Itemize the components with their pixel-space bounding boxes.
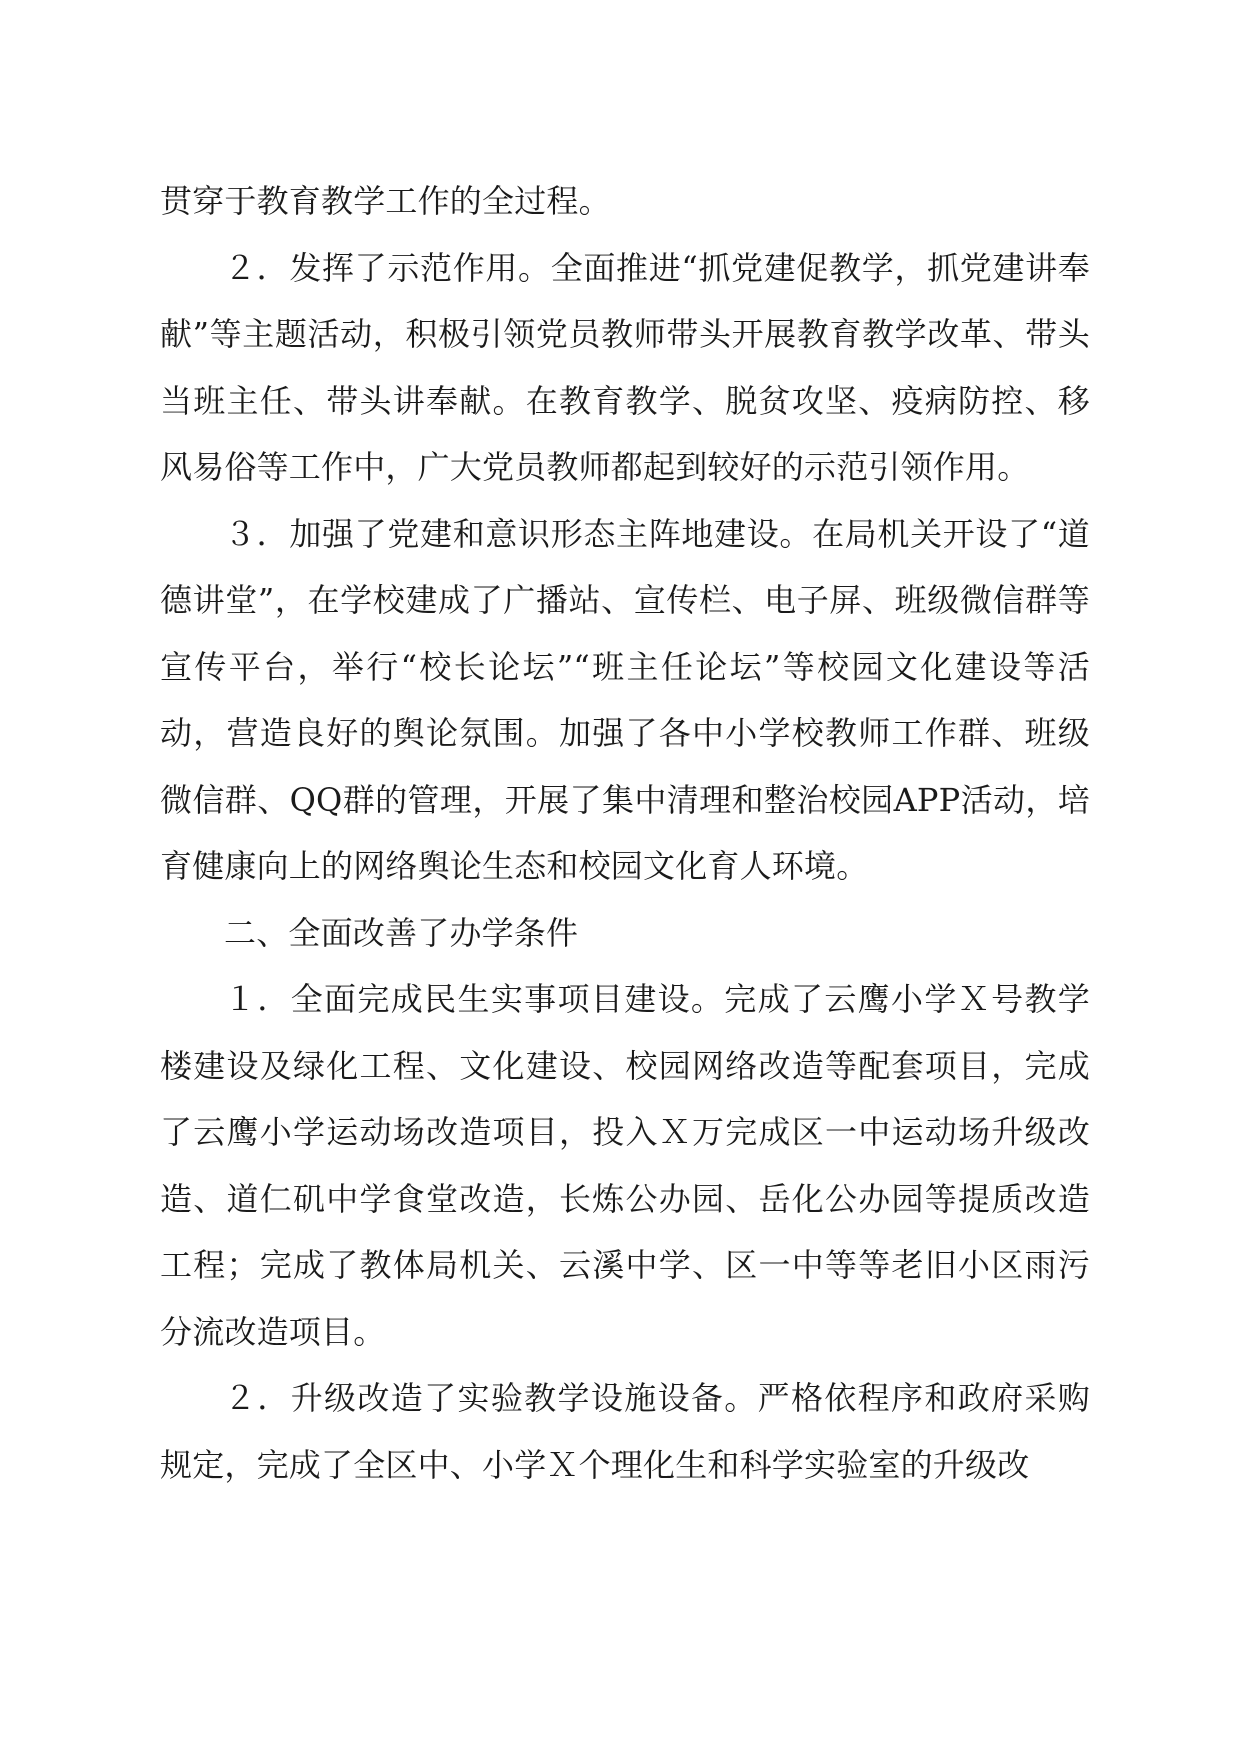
paragraph-item-3-ideology: ３．加强了党建和意识形态主阵地建设。在局机关开设了“道德讲堂”，在学校建成了广播站、宣传栏、电子屏、班级微信群等宣传平台，举行“校长论坛”“班主任论坛”等校园文化建设等活动，营造良好的舆论氛围。加强了各中小学校教师工作群、班级微信群、QQ群的管理，开展了集中清理和整治校园APP活动，培育健康向上的网络舆论生态和校园文化育人环境。 <box>160 514 1090 885</box>
paragraph-continuation: 贯穿于教育教学工作的全过程。 <box>160 182 611 220</box>
section-heading-school-conditions: 二、全面改善了办学条件 <box>224 913 579 952</box>
paragraph-item-2-demonstration: ２．发挥了示范作用。全面推进“抓党建促教学，抓党建讲奉献”等主题活动，积极引领党员教师带头开展教育教学改革、带头当班主任、带头讲奉献。在教育教学、脱贫攻坚、疫病防控、移风易俗等工作中，广大党员教师都起到较好的示范引领作用。 <box>160 248 1090 486</box>
document-body <box>160 168 1090 1498</box>
paragraph-item-2-laboratories: ２．升级改造了实验教学设施设备。严格依程序和政府采购规定，完成了全区中、小学Ｘ个理化生和科学实验室的升级改 <box>160 1379 1090 1484</box>
paragraph-item-1-projects: １．全面完成民生实事项目建设。完成了云鹰小学Ｘ号教学楼建设及绿化工程、文化建设、校园网络改造等配套项目，完成了云鹰小学运动场改造项目，投入Ｘ万完成区一中运动场升级改造、道仁矶中学食堂改造，长炼公办园、岳化公办园等提质改造工程；完成了教体局机关、云溪中学、区一中等等老旧小区雨污分流改造项目。 <box>160 980 1090 1351</box>
